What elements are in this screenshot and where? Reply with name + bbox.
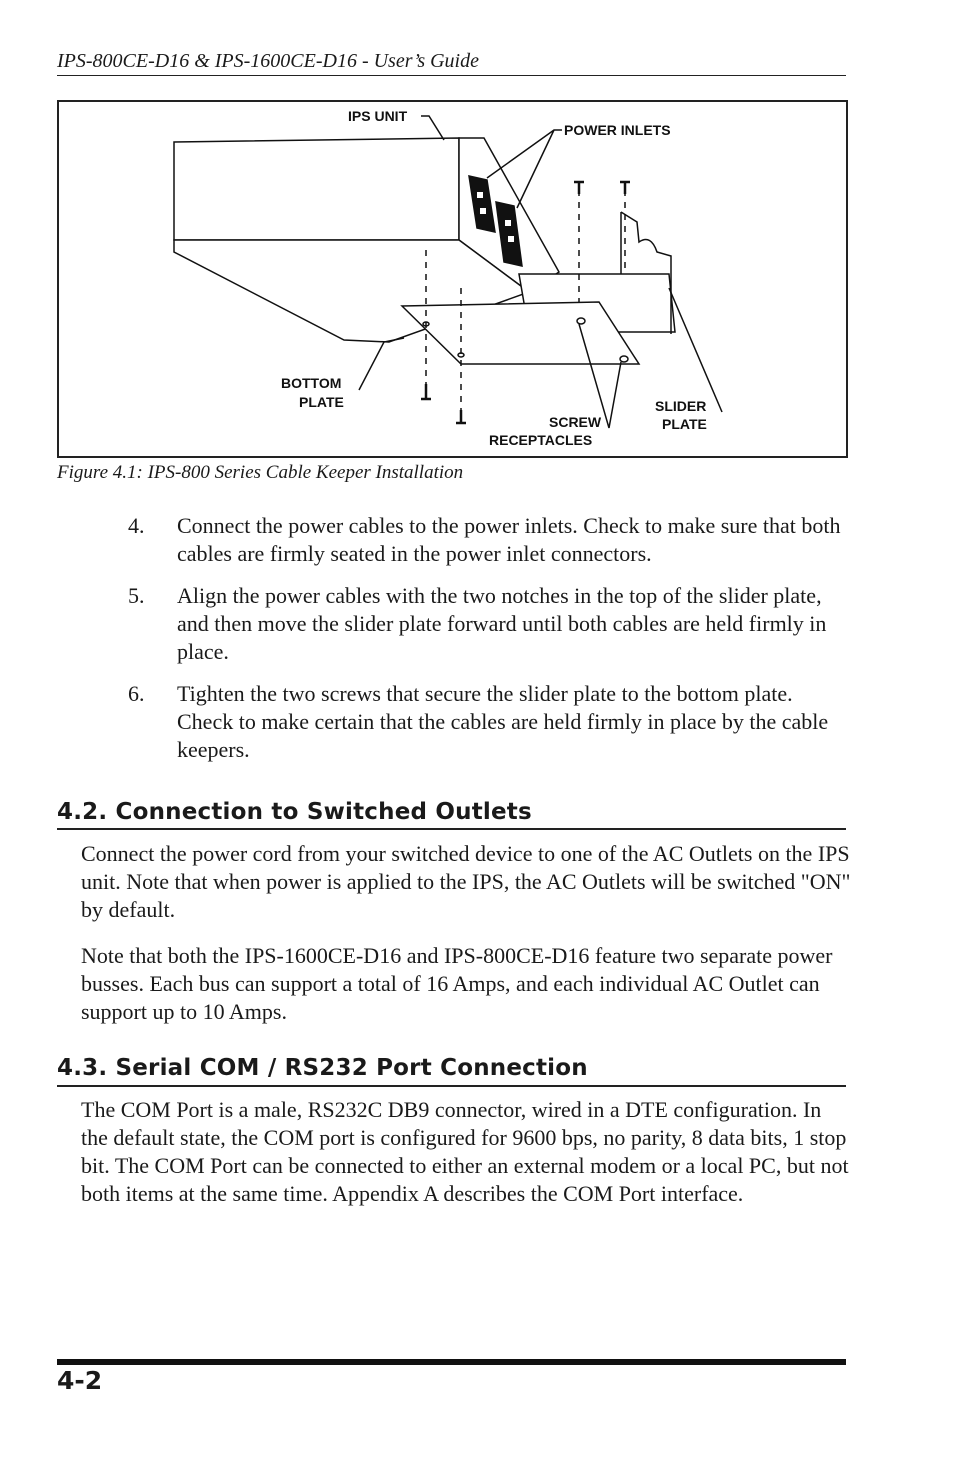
section-4-3-paragraph-1: The COM Port is a male, RS232C DB9 connector, wired in a DTE configuration. In the default state, the COM port is configured for 9600 bps, no parity, 8 data bits, 1 stop bit. The COM Port can be connected to either an external modem or a local PC, but not both items at the same time. Appendix A describes the COM Port interface.	[81, 1097, 849, 1206]
callout-slider-plate	[669, 288, 722, 412]
running-header: IPS-800CE-D16 & IPS-1600CE-D16 - User’s Guide	[57, 50, 479, 72]
label-slider-plate-2: PLATE	[662, 416, 707, 432]
section-4-2-paragraph-1: Connect the power cord from your switched device to one of the AC Outlets on the IPS unit. Note that when power is applied to the IPS, the AC Outlets will be switched "ON" by default.	[81, 841, 851, 922]
section-rule	[57, 828, 846, 830]
ips-unit-front	[174, 138, 459, 240]
section-4-2-paragraph-2: Note that both the IPS-1600CE-D16 and IPS-800CE-D16 feature two separate power busses. Each bus can support a total of 16 Amps, and each individual AC Outlet can support up to 10 Amps.	[81, 943, 833, 1024]
label-slider-plate-1: SLIDER	[655, 398, 707, 414]
step-number: 4.	[128, 513, 145, 538]
bottom-plate	[402, 302, 639, 364]
footer-rule	[57, 1359, 846, 1365]
step-text: Connect the power cables to the power inlets. Check to make sure that both cables are firmly seated in the power inlet connectors.	[177, 513, 841, 566]
step-text: Align the power cables with the two notches in the top of the slider plate, and then move the slider plate forward until both cables are held firmly in place.	[177, 583, 827, 664]
label-power-inlets: POWER INLETS	[564, 122, 671, 138]
label-bottom-plate-2: PLATE	[299, 394, 344, 410]
installation-steps	[128, 512, 848, 778]
section-rule	[57, 1085, 846, 1087]
figure-illustration	[59, 102, 846, 456]
step-number: 6.	[128, 681, 145, 706]
list-item	[128, 582, 848, 666]
step-number: 5.	[128, 583, 145, 608]
section-heading-4-3: 4.3. Serial COM / RS232 Port Connection	[57, 1055, 588, 1081]
label-screw-receptacles-2: RECEPTACLES	[489, 432, 593, 448]
page-number: 4-2	[57, 1366, 103, 1395]
list-item	[128, 680, 848, 764]
callout-ips-unit	[421, 116, 444, 140]
label-bottom-plate-1: BOTTOM	[281, 375, 342, 391]
figure-caption: Figure 4.1: IPS-800 Series Cable Keeper Installation	[57, 462, 464, 483]
callout-bottom-plate	[359, 338, 404, 390]
label-ips-unit: IPS UNIT	[348, 108, 408, 124]
step-text: Tighten the two screws that secure the slider plate to the bottom plate. Check to make certain that the cables are held firmly in place by the cable keepers.	[177, 681, 829, 762]
header-rule	[57, 75, 846, 76]
label-screw-receptacles-1: SCREW	[549, 414, 602, 430]
section-heading-4-2: 4.2. Connection to Switched Outlets	[57, 799, 532, 825]
list-item	[128, 512, 848, 568]
figure-cable-keeper	[57, 100, 848, 458]
